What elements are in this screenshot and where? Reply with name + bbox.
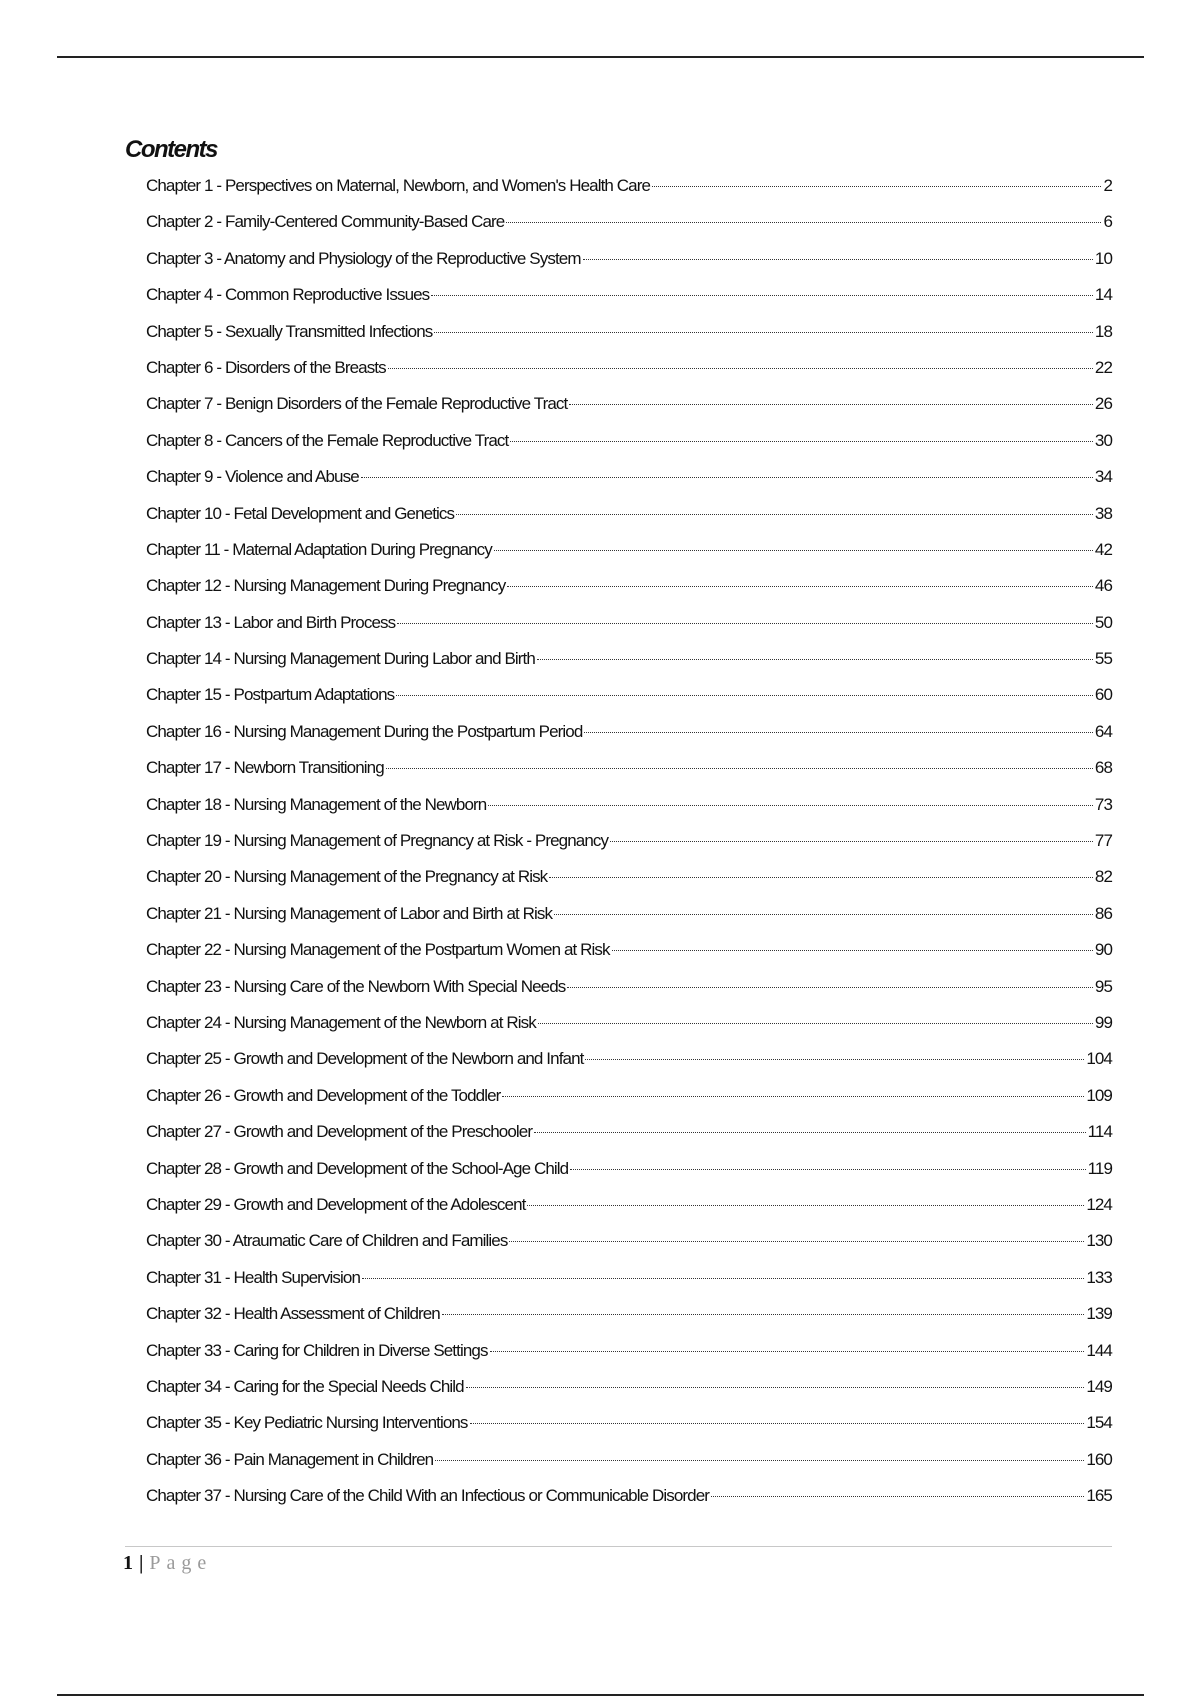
toc-entry[interactable] bbox=[146, 867, 1112, 903]
toc-entry-title[interactable]: Chapter 23 - Nursing Care of the Newborn With Special Needs bbox=[146, 976, 566, 996]
toc-entry-page-number[interactable]: 154 bbox=[1086, 1413, 1112, 1433]
toc-entry[interactable] bbox=[146, 358, 1112, 394]
toc-entry[interactable] bbox=[146, 795, 1112, 831]
toc-entry-page-number[interactable]: 68 bbox=[1094, 758, 1112, 778]
toc-entry[interactable] bbox=[146, 467, 1112, 503]
toc-entry-page-number[interactable]: 133 bbox=[1086, 1267, 1112, 1287]
toc-entry-page-number[interactable]: 73 bbox=[1094, 794, 1112, 814]
toc-entry[interactable] bbox=[146, 212, 1112, 248]
toc-entry-title[interactable]: Chapter 36 - Pain Management in Children bbox=[146, 1449, 434, 1469]
toc-entry-title[interactable]: Chapter 27 - Growth and Development of the Preschooler bbox=[146, 1122, 533, 1142]
toc-entry-title[interactable]: Chapter 12 - Nursing Management During Pregnancy bbox=[146, 576, 506, 596]
toc-entry-page-number[interactable]: 90 bbox=[1094, 940, 1112, 960]
toc-entry-leader bbox=[456, 514, 1093, 515]
toc-entry-title[interactable]: Chapter 13 - Labor and Birth Process bbox=[146, 612, 396, 632]
toc-entry[interactable] bbox=[146, 431, 1112, 467]
toc-entry-page-number[interactable]: 95 bbox=[1094, 976, 1112, 996]
toc-entry-leader bbox=[612, 950, 1093, 951]
toc-entry-title[interactable]: Chapter 37 - Nursing Care of the Child With an Infectious or Communicable Disorder bbox=[146, 1486, 710, 1506]
toc-entry-leader bbox=[431, 295, 1093, 296]
toc-entry-leader bbox=[567, 987, 1093, 988]
toc-entry-page-number[interactable]: 64 bbox=[1094, 721, 1112, 741]
toc-entry-title[interactable]: Chapter 29 - Growth and Development of the Adolescent bbox=[146, 1194, 526, 1214]
footer-page-number: 1 bbox=[123, 1552, 133, 1574]
toc-entry-title[interactable]: Chapter 28 - Growth and Development of the School-Age Child bbox=[146, 1158, 569, 1178]
toc-entry-page-number[interactable]: 149 bbox=[1086, 1376, 1112, 1396]
toc-entry-leader bbox=[388, 368, 1093, 369]
toc-entry-leader bbox=[490, 1351, 1085, 1352]
toc-entry[interactable] bbox=[146, 1195, 1112, 1231]
toc-entry-page-number[interactable]: 144 bbox=[1086, 1340, 1112, 1360]
toc-entry-page-number[interactable]: 55 bbox=[1094, 649, 1112, 669]
page-footer bbox=[123, 1552, 212, 1575]
toc-entry-leader bbox=[396, 695, 1093, 696]
toc-entry-leader bbox=[711, 1496, 1084, 1497]
toc-entry-page-number[interactable]: 139 bbox=[1086, 1304, 1112, 1324]
toc-entry-leader bbox=[570, 1169, 1085, 1170]
toc-entry-leader bbox=[361, 477, 1093, 478]
toc-entry[interactable] bbox=[146, 540, 1112, 576]
toc-entry-page-number[interactable]: 82 bbox=[1094, 867, 1112, 887]
toc-entry-title[interactable]: Chapter 2 - Family-Centered Community-Based Care bbox=[146, 212, 505, 232]
toc-entry-title[interactable]: Chapter 16 - Nursing Management During the Postpartum Period bbox=[146, 721, 583, 741]
toc-entry-page-number[interactable]: 22 bbox=[1094, 357, 1112, 377]
toc-entry[interactable] bbox=[146, 685, 1112, 721]
toc-entry-title[interactable]: Chapter 25 - Growth and Development of the Newborn and Infant bbox=[146, 1049, 584, 1069]
toc-entry-page-number[interactable]: 124 bbox=[1086, 1194, 1112, 1214]
toc-entry-leader bbox=[510, 441, 1093, 442]
toc-entry-leader bbox=[362, 1278, 1084, 1279]
toc-entry-leader bbox=[488, 805, 1093, 806]
toc-entry[interactable] bbox=[146, 1086, 1112, 1122]
toc-entry-page-number[interactable]: 50 bbox=[1094, 612, 1112, 632]
toc-entry[interactable] bbox=[146, 1450, 1112, 1486]
toc-entry[interactable] bbox=[146, 940, 1112, 976]
toc-entry-page-number[interactable]: 42 bbox=[1094, 539, 1112, 559]
toc-entry[interactable] bbox=[146, 249, 1112, 285]
toc-entry-page-number[interactable]: 109 bbox=[1086, 1085, 1112, 1105]
toc-entry-leader bbox=[583, 259, 1093, 260]
toc-entry-leader bbox=[506, 222, 1101, 223]
toc-entry-page-number[interactable]: 6 bbox=[1103, 212, 1112, 232]
toc-entry-title[interactable]: Chapter 6 - Disorders of the Breasts bbox=[146, 357, 386, 377]
toc-entry-leader bbox=[537, 659, 1093, 660]
toc-entry-leader bbox=[652, 186, 1101, 187]
toc-entry-leader bbox=[442, 1314, 1084, 1315]
toc-entry-title[interactable]: Chapter 8 - Cancers of the Female Reproductive Tract bbox=[146, 430, 509, 450]
bottom-border-rule bbox=[57, 1694, 1144, 1696]
toc-entry-leader bbox=[397, 623, 1093, 624]
toc-entry-page-number[interactable]: 160 bbox=[1086, 1449, 1112, 1469]
toc-entry-page-number[interactable]: 130 bbox=[1086, 1231, 1112, 1251]
toc-entry[interactable] bbox=[146, 1049, 1112, 1085]
toc-entry-page-number[interactable]: 30 bbox=[1094, 430, 1112, 450]
toc-entry[interactable] bbox=[146, 1013, 1112, 1049]
toc-entry[interactable] bbox=[146, 1377, 1112, 1413]
toc-entry-title[interactable]: Chapter 35 - Key Pediatric Nursing Interventions bbox=[146, 1413, 468, 1433]
toc-entry-page-number[interactable]: 26 bbox=[1094, 394, 1112, 414]
toc-entry-leader bbox=[569, 404, 1093, 405]
toc-entry-page-number[interactable]: 104 bbox=[1086, 1049, 1112, 1069]
toc-entry-leader bbox=[494, 550, 1093, 551]
toc-entry-page-number[interactable]: 165 bbox=[1086, 1486, 1112, 1506]
footer-separator: | bbox=[139, 1552, 144, 1574]
toc-entry-title[interactable]: Chapter 7 - Benign Disorders of the Female Reproductive Tract bbox=[146, 394, 568, 414]
toc-entry[interactable] bbox=[146, 904, 1112, 940]
toc-entry-leader bbox=[470, 1423, 1085, 1424]
toc-entry-title[interactable]: Chapter 31 - Health Supervision bbox=[146, 1267, 361, 1287]
toc-entry-page-number[interactable]: 77 bbox=[1094, 831, 1112, 851]
toc-entry[interactable] bbox=[146, 613, 1112, 649]
toc-entry-title[interactable]: Chapter 32 - Health Assessment of Children bbox=[146, 1304, 440, 1324]
toc-entry-title[interactable]: Chapter 34 - Caring for the Special Needs Child bbox=[146, 1376, 464, 1396]
toc-entry-leader bbox=[509, 1241, 1084, 1242]
toc-entry-leader bbox=[507, 586, 1093, 587]
toc-entry[interactable] bbox=[146, 1304, 1112, 1340]
toc-entry-title[interactable]: Chapter 19 - Nursing Management of Pregnancy at Risk - Pregnancy bbox=[146, 831, 609, 851]
toc-entry-page-number[interactable]: 2 bbox=[1103, 176, 1112, 195]
toc-entry-page-number[interactable]: 10 bbox=[1094, 248, 1112, 268]
toc-entry-title[interactable]: Chapter 22 - Nursing Management of the Postpartum Women at Risk bbox=[146, 940, 610, 960]
toc-entry-title[interactable]: Chapter 18 - Nursing Management of the Newborn bbox=[146, 794, 487, 814]
toc-entry[interactable] bbox=[146, 504, 1112, 540]
toc-entry-leader bbox=[434, 332, 1093, 333]
toc-entry-leader bbox=[502, 1096, 1084, 1097]
toc-entry-page-number[interactable]: 18 bbox=[1094, 321, 1112, 341]
toc-entry[interactable] bbox=[146, 1268, 1112, 1304]
toc-entry-title[interactable]: Chapter 33 - Caring for Children in Diverse Settings bbox=[146, 1340, 488, 1360]
toc-entry-title[interactable]: Chapter 10 - Fetal Development and Genetics bbox=[146, 503, 455, 523]
toc-entry-page-number[interactable]: 119 bbox=[1087, 1158, 1112, 1178]
toc-entry-title[interactable]: Chapter 20 - Nursing Management of the Pregnancy at Risk bbox=[146, 867, 548, 887]
toc-entry-leader bbox=[610, 841, 1093, 842]
toc-entry[interactable] bbox=[146, 1159, 1112, 1195]
toc-entry-title[interactable]: Chapter 24 - Nursing Management of the Newborn at Risk bbox=[146, 1012, 536, 1032]
toc-entry[interactable] bbox=[146, 758, 1112, 794]
toc-entry[interactable] bbox=[146, 1341, 1112, 1377]
toc-entry-title[interactable]: Chapter 9 - Violence and Abuse bbox=[146, 467, 359, 487]
toc-entry-leader bbox=[554, 914, 1093, 915]
toc-entry[interactable] bbox=[146, 1122, 1112, 1158]
toc-entry[interactable] bbox=[146, 831, 1112, 867]
toc-entry[interactable] bbox=[146, 722, 1112, 758]
toc-entry-leader bbox=[584, 732, 1092, 733]
toc-entry-title[interactable]: Chapter 11 - Maternal Adaptation During Pregnancy bbox=[146, 539, 492, 559]
toc-entry-page-number[interactable]: 38 bbox=[1094, 503, 1112, 523]
top-border-rule bbox=[57, 56, 1144, 58]
toc-entry-title[interactable]: Chapter 15 - Postpartum Adaptations bbox=[146, 685, 395, 705]
toc-entry-leader bbox=[538, 1023, 1093, 1024]
toc-entry[interactable] bbox=[146, 322, 1112, 358]
toc-entry-title[interactable]: Chapter 3 - Anatomy and Physiology of the Reproductive System bbox=[146, 248, 581, 268]
toc-entry[interactable] bbox=[146, 576, 1112, 612]
toc-entry[interactable] bbox=[146, 649, 1112, 685]
footer-rule bbox=[125, 1546, 1112, 1547]
toc-entry-title[interactable]: Chapter 30 - Atraumatic Care of Children and Families bbox=[146, 1231, 508, 1251]
toc-entry-leader bbox=[534, 1132, 1086, 1133]
toc-entry[interactable] bbox=[146, 176, 1112, 212]
toc-entry-title[interactable]: Chapter 4 - Common Reproductive Issues bbox=[146, 285, 430, 305]
toc-entry[interactable] bbox=[146, 1413, 1112, 1449]
toc-entry[interactable] bbox=[146, 977, 1112, 1013]
toc-entry-page-number[interactable]: 34 bbox=[1094, 467, 1112, 487]
toc-list bbox=[146, 176, 1112, 1522]
toc-entry-page-number[interactable]: 46 bbox=[1094, 576, 1112, 596]
toc-entry-title[interactable]: Chapter 14 - Nursing Management During Labor and Birth bbox=[146, 649, 535, 669]
toc-entry-title[interactable]: Chapter 1 - Perspectives on Maternal, Newborn, and Women's Health Care bbox=[146, 176, 651, 195]
toc-entry[interactable] bbox=[146, 394, 1112, 430]
toc-entry-title[interactable]: Chapter 5 - Sexually Transmitted Infections bbox=[146, 321, 433, 341]
toc-entry[interactable] bbox=[146, 1231, 1112, 1267]
toc-entry-page-number[interactable]: 14 bbox=[1094, 285, 1112, 305]
toc-entry-leader bbox=[549, 877, 1093, 878]
toc-entry-page-number[interactable]: 60 bbox=[1094, 685, 1112, 705]
toc-entry-leader bbox=[386, 768, 1093, 769]
toc-entry-leader bbox=[435, 1460, 1084, 1461]
toc-entry-leader bbox=[466, 1387, 1085, 1388]
toc-entry-page-number[interactable]: 86 bbox=[1094, 903, 1112, 923]
toc-entry-leader bbox=[527, 1205, 1084, 1206]
toc-entry[interactable] bbox=[146, 285, 1112, 321]
toc-entry-page-number[interactable]: 99 bbox=[1094, 1012, 1112, 1032]
toc-entry-page-number[interactable]: 114 bbox=[1087, 1122, 1112, 1142]
toc-entry-title[interactable]: Chapter 21 - Nursing Management of Labor and Birth at Risk bbox=[146, 903, 553, 923]
toc-entry-title[interactable]: Chapter 26 - Growth and Development of the Toddler bbox=[146, 1085, 501, 1105]
toc-title: Contents bbox=[125, 136, 217, 163]
toc-entry[interactable] bbox=[146, 1486, 1112, 1522]
toc-entry-title[interactable]: Chapter 17 - Newborn Transitioning bbox=[146, 758, 384, 778]
footer-page-label: Page bbox=[149, 1552, 213, 1574]
toc-entry-leader bbox=[585, 1059, 1084, 1060]
